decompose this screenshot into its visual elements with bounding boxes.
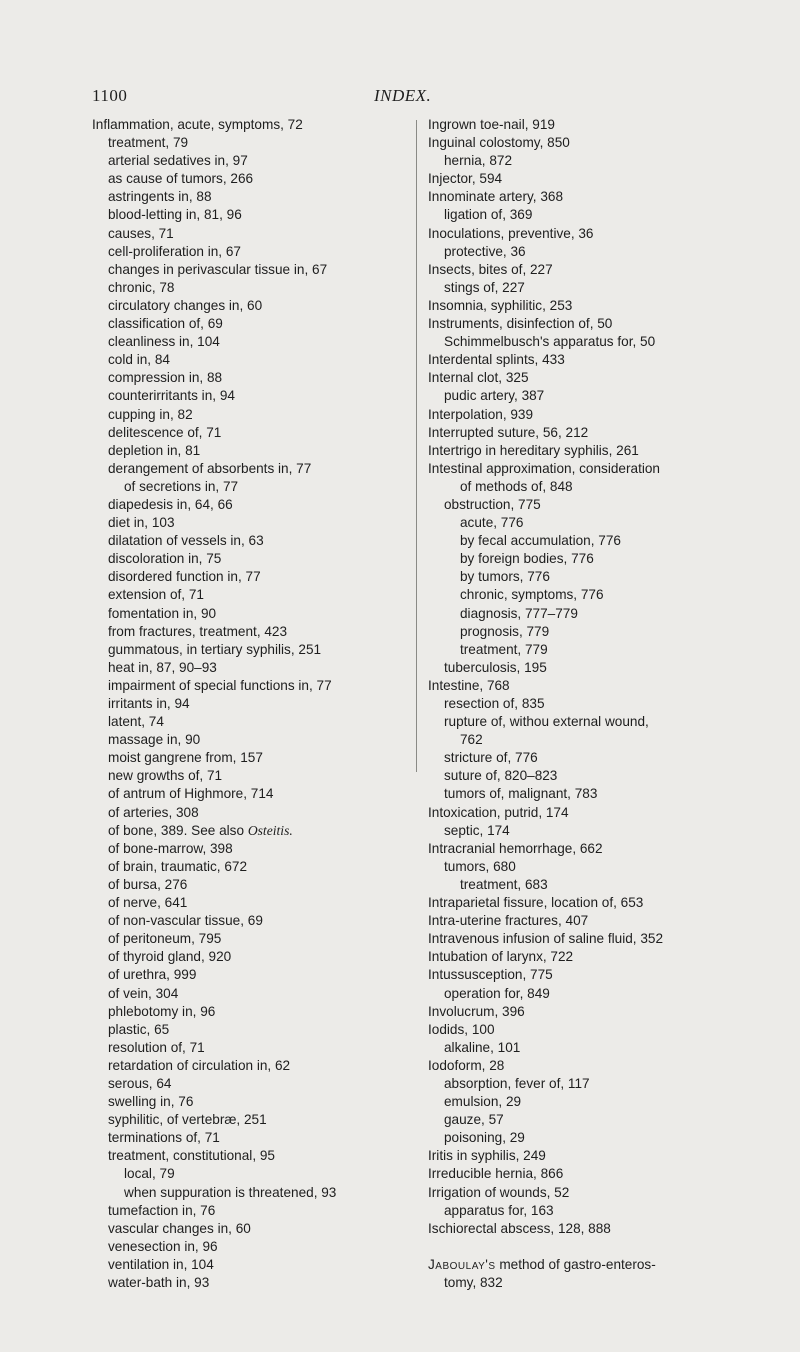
index-subentry: irritants in, 94 xyxy=(108,696,190,711)
index-subentry: absorption, fever of, 117 xyxy=(444,1075,590,1091)
page-number: 1100 xyxy=(92,86,128,105)
index-subentry: chronic, 78 xyxy=(108,279,175,295)
index-heading-entry: Inguinal colostomy, 850 xyxy=(428,135,570,151)
index-subentry: tomy, 832 xyxy=(444,1274,503,1290)
index-heading-entry: Ingrown toe-nail, 919 xyxy=(428,117,555,132)
index-subentry: diagnosis, 777–779 xyxy=(460,605,578,621)
index-heading-entry: Iritis in syphilis, 249 xyxy=(428,1148,546,1164)
index-heading-entry: Instruments, disinfection of, 50 xyxy=(428,316,613,332)
index-subentry: phlebotomy in, 96 xyxy=(108,1003,216,1019)
index-subentry: ligation of, 369 xyxy=(444,207,533,223)
index-subentry: of brain, traumatic, 672 xyxy=(108,858,248,874)
index-heading-entry: Insects, bites of, 227 xyxy=(428,261,553,277)
index-subentry: gauze, 57 xyxy=(444,1112,504,1128)
index-subentry: obstruction, 775 xyxy=(444,496,541,512)
index-heading-entry: Intestine, 768 xyxy=(428,677,510,693)
index-subentry: cleanliness in, 104 xyxy=(108,334,220,350)
index-subentry: by foreign bodies, 776 xyxy=(460,551,594,567)
index-subentry: of non-vascular tissue, 69 xyxy=(108,913,263,929)
index-subentry: Schimmelbusch's apparatus for, 50 xyxy=(444,334,656,350)
index-heading-entry: Innominate artery, 368 xyxy=(428,189,564,205)
index-subentry: protective, 36 xyxy=(444,243,526,259)
index-subentry: terminations of, 71 xyxy=(108,1130,220,1146)
index-subentry: swelling in, 76 xyxy=(108,1094,194,1110)
index-subentry: by tumors, 776 xyxy=(460,569,550,585)
index-heading-entry: Intravenous infusion of saline fluid, 352 xyxy=(428,931,664,947)
index-subentry: plastic, 65 xyxy=(108,1021,170,1037)
index-heading-entry: Intracranial hemorrhage, 662 xyxy=(428,840,603,856)
index-subentry: water-bath in, 93 xyxy=(108,1275,210,1290)
index-subentry: heat in, 87, 90–93 xyxy=(108,659,217,675)
index-heading-entry: Iodids, 100 xyxy=(428,1021,495,1037)
index-subentry: stings of, 227 xyxy=(444,279,525,295)
index-subentry: when suppuration is threatened, 93 xyxy=(124,1184,337,1200)
index-subentry: astringents in, 88 xyxy=(108,189,212,205)
index-heading-entry: Injector, 594 xyxy=(428,171,503,187)
index-subentry: changes in perivascular tissue in, 67 xyxy=(108,261,328,277)
index-subentry: disordered function in, 77 xyxy=(108,569,261,585)
index-subentry: extension of, 71 xyxy=(108,587,204,603)
index-subentry: treatment, 79 xyxy=(108,135,189,151)
index-subentry: causes, 71 xyxy=(108,225,174,241)
index-subentry: of urethra, 999 xyxy=(108,967,197,983)
index-heading-entry: Irreducible hernia, 866 xyxy=(428,1166,564,1182)
index-heading-entry: Interdental splints, 433 xyxy=(428,352,565,368)
index-subentry: new growths of, 71 xyxy=(108,768,223,784)
index-heading-entry: Intussusception, 775 xyxy=(428,967,553,983)
index-subentry: rupture of, withou external wound, xyxy=(444,714,649,730)
index-subentry: as cause of tumors, 266 xyxy=(108,171,254,187)
index-subentry: chronic, symptoms, 776 xyxy=(460,587,604,603)
index-subentry: of secretions in, 77 xyxy=(124,478,239,494)
index-subentry: of nerve, 641 xyxy=(108,895,188,911)
index-subentry: diet in, 103 xyxy=(108,515,175,531)
index-column-right xyxy=(428,116,773,1292)
index-subentry xyxy=(92,822,412,840)
index-subentry: dilatation of vessels in, 63 xyxy=(108,533,264,549)
index-subentry: discoloration in, 75 xyxy=(108,551,222,567)
index-subentry: 762 xyxy=(460,732,483,748)
index-subentry: emulsion, 29 xyxy=(444,1094,522,1110)
index-subentry: vascular changes in, 60 xyxy=(108,1220,251,1236)
index-subentry: diapedesis in, 64, 66 xyxy=(108,496,233,512)
index-subentry: cell-proliferation in, 67 xyxy=(108,243,241,259)
index-subentry: delitescence of, 71 xyxy=(108,424,222,440)
index-subentry: poisoning, 29 xyxy=(444,1130,525,1146)
index-heading-entry: Ischiorectal abscess, 128, 888 xyxy=(428,1220,611,1236)
entry-cross-reference: Osteitis. xyxy=(247,822,293,838)
index-subentry: stricture of, 776 xyxy=(444,750,538,766)
index-subentry: venesection in, 96 xyxy=(108,1238,218,1254)
index-subentry: suture of, 820–823 xyxy=(444,768,558,784)
entry-text: method of gastro-enteros- xyxy=(495,1256,656,1272)
index-subentry: depletion in, 81 xyxy=(108,442,201,458)
index-column-left xyxy=(92,116,412,1292)
index-subentry: latent, 74 xyxy=(108,714,164,730)
index-subentry: gummatous, in tertiary syphilis, 251 xyxy=(108,641,322,657)
index-subentry: counterirritants in, 94 xyxy=(108,388,235,404)
index-subentry: of peritoneum, 795 xyxy=(108,931,222,947)
index-subentry: tumefaction in, 76 xyxy=(108,1202,216,1218)
index-subentry: of antrum of Highmore, 714 xyxy=(108,786,274,802)
index-subentry: cold in, 84 xyxy=(108,352,170,368)
index-subentry: operation for, 849 xyxy=(444,985,550,1001)
index-subentry: treatment, 779 xyxy=(460,641,548,657)
index-subentry: treatment, 683 xyxy=(460,876,548,892)
page-header xyxy=(0,86,800,112)
index-subentry: retardation of circulation in, 62 xyxy=(108,1057,291,1073)
index-subentry: of methods of, 848 xyxy=(460,478,573,494)
index-heading-entry: Involucrum, 396 xyxy=(428,1003,525,1019)
index-heading-entry: Intubation of larynx, 722 xyxy=(428,949,574,965)
index-subentry: classification of, 69 xyxy=(108,316,223,332)
running-head: INDEX. xyxy=(374,86,432,105)
index-heading-entry: Inoculations, preventive, 36 xyxy=(428,225,594,241)
index-heading-entry xyxy=(428,1256,773,1274)
index-subentry: treatment, constitutional, 95 xyxy=(108,1148,275,1164)
index-heading-entry: Internal clot, 325 xyxy=(428,370,529,386)
index-subentry: septic, 174 xyxy=(444,822,510,838)
index-subentry: compression in, 88 xyxy=(108,370,223,386)
index-subentry: moist gangrene from, 157 xyxy=(108,750,263,766)
index-heading-entry: Insomnia, syphilitic, 253 xyxy=(428,297,573,313)
index-subentry: by fecal accumulation, 776 xyxy=(460,533,621,549)
column-divider xyxy=(416,120,417,772)
index-subentry: resolution of, 71 xyxy=(108,1039,205,1055)
index-subentry: resection of, 835 xyxy=(444,696,545,711)
index-heading-entry: Iodoform, 28 xyxy=(428,1057,505,1073)
index-subentry: fomentation in, 90 xyxy=(108,605,217,621)
index-subentry: arterial sedatives in, 97 xyxy=(108,153,248,169)
index-subentry: syphilitic, of vertebræ, 251 xyxy=(108,1112,267,1128)
index-subentry: massage in, 90 xyxy=(108,732,201,748)
index-subentry: tumors, 680 xyxy=(444,858,516,874)
index-subentry: cupping in, 82 xyxy=(108,406,193,422)
index-heading-entry: Intraparietal fissure, location of, 653 xyxy=(428,895,644,911)
index-subentry: tumors of, malignant, 783 xyxy=(444,786,598,802)
entry-smallcaps-term: Jaboulay's xyxy=(428,1256,496,1272)
index-heading-entry: Irrigation of wounds, 52 xyxy=(428,1184,570,1200)
index-subentry: apparatus for, 163 xyxy=(444,1202,554,1218)
index-subentry: blood-letting in, 81, 96 xyxy=(108,207,242,223)
index-subentry: tuberculosis, 195 xyxy=(444,659,547,675)
index-subentry: circulatory changes in, 60 xyxy=(108,297,263,313)
index-heading-entry: Intestinal approximation, consideration xyxy=(428,460,660,476)
index-subentry: hernia, 872 xyxy=(444,153,513,169)
index-subentry: from fractures, treatment, 423 xyxy=(108,623,288,639)
index-subentry: serous, 64 xyxy=(108,1075,172,1091)
index-heading-entry: Intoxication, putrid, 174 xyxy=(428,804,569,820)
index-subentry: of arteries, 308 xyxy=(108,804,199,820)
index-heading-entry: Interpolation, 939 xyxy=(428,406,534,422)
index-subentry: of bursa, 276 xyxy=(108,876,188,892)
index-subentry: of bone-marrow, 398 xyxy=(108,840,233,856)
index-subentry: impairment of special functions in, 77 xyxy=(108,677,332,693)
index-subentry: acute, 776 xyxy=(460,515,524,531)
index-subentry: of vein, 304 xyxy=(108,985,179,1001)
index-subentry: alkaline, 101 xyxy=(444,1039,521,1055)
index-heading-entry: Intra-uterine fractures, 407 xyxy=(428,913,589,929)
index-heading-entry: Intertrigo in hereditary syphilis, 261 xyxy=(428,442,639,458)
index-heading-entry: Interrupted suture, 56, 212 xyxy=(428,424,589,440)
index-subentry: pudic artery, 387 xyxy=(444,388,545,404)
index-subentry: local, 79 xyxy=(124,1166,175,1182)
index-heading-entry: Inflammation, acute, symptoms, 72 xyxy=(92,117,303,132)
index-subentry: derangement of absorbents in, 77 xyxy=(108,460,312,476)
index-subentry: of thyroid gland, 920 xyxy=(108,949,232,965)
index-subentry: prognosis, 779 xyxy=(460,623,550,639)
entry-text: of bone, 389. See also xyxy=(108,822,248,838)
index-subentry: ventilation in, 104 xyxy=(108,1256,214,1272)
entry-gap xyxy=(428,1238,773,1256)
